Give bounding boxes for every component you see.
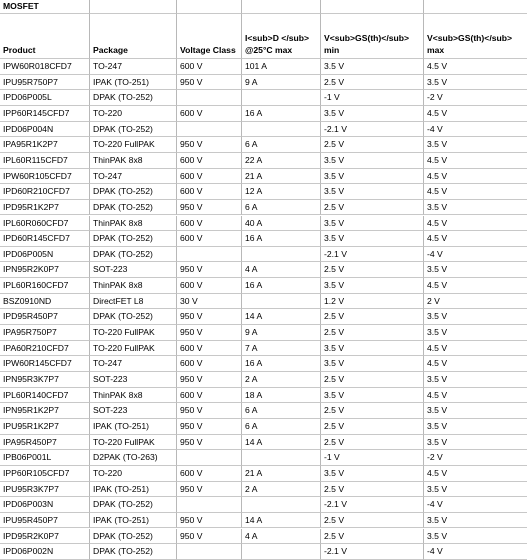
table-row [0, 294, 527, 310]
table-row [0, 466, 527, 482]
vgs-min-cell[interactable]: 2.5 V [321, 75, 424, 91]
id-cell[interactable] [242, 247, 321, 263]
vgs-max-cell[interactable]: 4.5 V [424, 388, 527, 404]
vgs-min-cell[interactable]: 3.5 V [321, 466, 424, 482]
table-row [0, 341, 527, 357]
id-cell[interactable]: 21 A [242, 169, 321, 185]
table-row [0, 247, 527, 263]
id-cell[interactable]: 2 A [242, 372, 321, 388]
product-cell[interactable]: IPD06P005N [0, 247, 90, 263]
id-cell[interactable]: 4 A [242, 262, 321, 278]
header-vgs-min[interactable] [321, 14, 424, 59]
voltage-class-cell[interactable]: 950 V [177, 309, 242, 325]
id-cell[interactable]: 16 A [242, 231, 321, 247]
package-cell[interactable]: IPAK (TO-251) [90, 419, 177, 435]
header-vgs-max-line1: V<sub>GS(th)</sub> [427, 33, 513, 43]
vgs-max-cell[interactable]: 3.5 V [424, 75, 527, 91]
id-cell[interactable]: 101 A [242, 59, 321, 75]
vgs-min-cell[interactable]: 3.5 V [321, 153, 424, 169]
package-cell[interactable]: TO-247 [90, 169, 177, 185]
vgs-min-cell[interactable]: -2.1 V [321, 247, 424, 263]
voltage-class-cell[interactable]: 600 V [177, 356, 242, 372]
vgs-min-cell[interactable]: 2.5 V [321, 137, 424, 153]
package-cell[interactable]: TO-220 FullPAK [90, 325, 177, 341]
id-cell[interactable]: 9 A [242, 75, 321, 91]
voltage-class-cell[interactable]: 600 V [177, 231, 242, 247]
package-cell[interactable]: ThinPAK 8x8 [90, 216, 177, 232]
id-cell[interactable]: 6 A [242, 200, 321, 216]
package-cell[interactable]: SOT-223 [90, 372, 177, 388]
id-cell[interactable]: 22 A [242, 153, 321, 169]
id-cell[interactable] [242, 450, 321, 466]
package-cell[interactable]: TO-247 [90, 356, 177, 372]
header-vgs-min-line2: min [324, 45, 340, 55]
product-cell[interactable]: IPU95R750P7 [0, 75, 90, 91]
id-cell[interactable] [242, 90, 321, 106]
voltage-class-cell[interactable]: 600 V [177, 388, 242, 404]
product-cell[interactable]: IPA60R210CFD7 [0, 341, 90, 357]
id-cell[interactable] [242, 294, 321, 310]
id-cell[interactable]: 2 A [242, 482, 321, 498]
product-cell[interactable]: IPD60R145CFD7 [0, 231, 90, 247]
id-cell[interactable]: 9 A [242, 325, 321, 341]
vgs-max-cell[interactable]: 4.5 V [424, 153, 527, 169]
id-cell[interactable]: 14 A [242, 513, 321, 529]
vgs-min-cell[interactable]: 3.5 V [321, 169, 424, 185]
product-cell[interactable]: IPW60R018CFD7 [0, 59, 90, 75]
voltage-class-cell[interactable]: 600 V [177, 341, 242, 357]
header-package-label: Package [93, 45, 128, 55]
package-cell[interactable]: IPAK (TO-251) [90, 513, 177, 529]
product-cell[interactable]: IPL60R160CFD7 [0, 278, 90, 294]
vgs-max-cell[interactable]: 4.5 V [424, 59, 527, 75]
voltage-class-cell[interactable]: 950 V [177, 513, 242, 529]
product-cell[interactable]: IPL60R060CFD7 [0, 216, 90, 232]
package-cell[interactable]: TO-220 FullPAK [90, 341, 177, 357]
table-row [0, 356, 527, 372]
vgs-max-cell[interactable]: 3.5 V [424, 419, 527, 435]
vgs-max-cell[interactable]: 4.5 V [424, 169, 527, 185]
vgs-min-cell[interactable]: 2.5 V [321, 262, 424, 278]
voltage-class-cell[interactable]: 600 V [177, 278, 242, 294]
vgs-min-cell[interactable]: -2.1 V [321, 122, 424, 138]
vgs-min-cell[interactable]: 3.5 V [321, 216, 424, 232]
package-cell[interactable]: D2PAK (TO-263) [90, 450, 177, 466]
package-cell[interactable]: TO-220 FullPAK [90, 137, 177, 153]
vgs-min-cell[interactable]: 1.2 V [321, 294, 424, 310]
voltage-class-cell[interactable] [177, 497, 242, 513]
voltage-class-cell[interactable]: 600 V [177, 169, 242, 185]
vgs-max-cell[interactable]: 4.5 V [424, 278, 527, 294]
table-row [0, 122, 527, 138]
product-cell[interactable]: IPW60R105CFD7 [0, 169, 90, 185]
table-row [0, 544, 527, 560]
vgs-max-cell[interactable]: -2 V [424, 90, 527, 106]
package-cell[interactable]: DPAK (TO-252) [90, 529, 177, 545]
header-vgs-max-line2: max [427, 45, 445, 55]
package-cell[interactable]: TO-247 [90, 59, 177, 75]
header-voltage-class[interactable] [177, 14, 242, 59]
voltage-class-cell[interactable] [177, 450, 242, 466]
vgs-max-cell[interactable]: 3.5 V [424, 529, 527, 545]
vgs-max-cell[interactable]: 3.5 V [424, 482, 527, 498]
table-row [0, 497, 527, 513]
vgs-max-cell[interactable]: 4.5 V [424, 341, 527, 357]
product-cell[interactable]: IPD06P002N [0, 544, 90, 560]
vgs-max-cell[interactable]: 4.5 V [424, 466, 527, 482]
package-cell[interactable]: IPAK (TO-251) [90, 482, 177, 498]
voltage-class-cell[interactable]: 950 V [177, 137, 242, 153]
vgs-min-cell[interactable]: 2.5 V [321, 529, 424, 545]
header-vgs-min-line1: V<sub>GS(th)</sub> [324, 33, 410, 43]
id-cell[interactable]: 4 A [242, 529, 321, 545]
voltage-class-cell[interactable]: 600 V [177, 106, 242, 122]
id-cell[interactable]: 12 A [242, 184, 321, 200]
voltage-class-cell[interactable]: 950 V [177, 529, 242, 545]
title-row [0, 0, 527, 14]
table-row [0, 216, 527, 232]
table-row [0, 513, 527, 529]
voltage-class-cell[interactable]: 950 V [177, 75, 242, 91]
package-cell[interactable]: TO-220 [90, 466, 177, 482]
table-row [0, 403, 527, 419]
vgs-max-cell[interactable]: 4.5 V [424, 356, 527, 372]
product-cell[interactable]: IPB06P001L [0, 450, 90, 466]
product-cell[interactable]: IPA95R450P7 [0, 435, 90, 451]
id-cell[interactable]: 14 A [242, 435, 321, 451]
package-cell[interactable]: SOT-223 [90, 403, 177, 419]
vgs-max-cell[interactable]: 3.5 V [424, 262, 527, 278]
header-product-label: Product [3, 45, 36, 55]
empty-cell[interactable] [424, 0, 527, 14]
voltage-class-cell[interactable]: 950 V [177, 419, 242, 435]
header-product[interactable] [0, 14, 90, 59]
id-cell[interactable]: 7 A [242, 341, 321, 357]
voltage-class-cell[interactable] [177, 90, 242, 106]
vgs-max-cell[interactable]: 3.5 V [424, 403, 527, 419]
vgs-min-cell[interactable]: 2.5 V [321, 513, 424, 529]
empty-cell[interactable] [90, 0, 177, 14]
id-cell[interactable]: 16 A [242, 356, 321, 372]
voltage-class-cell[interactable]: 950 V [177, 200, 242, 216]
package-cell[interactable]: DPAK (TO-252) [90, 247, 177, 263]
voltage-class-cell[interactable]: 600 V [177, 184, 242, 200]
vgs-min-cell[interactable]: -1 V [321, 90, 424, 106]
package-cell[interactable]: IPAK (TO-251) [90, 75, 177, 91]
vgs-max-cell[interactable]: -4 V [424, 247, 527, 263]
product-cell[interactable]: IPD06P003N [0, 497, 90, 513]
table-row [0, 200, 527, 216]
vgs-min-cell[interactable]: 2.5 V [321, 403, 424, 419]
package-cell[interactable]: DPAK (TO-252) [90, 497, 177, 513]
voltage-class-cell[interactable]: 600 V [177, 153, 242, 169]
table-row [0, 231, 527, 247]
vgs-max-cell[interactable]: 3.5 V [424, 325, 527, 341]
voltage-class-cell[interactable]: 600 V [177, 216, 242, 232]
id-cell[interactable]: 16 A [242, 278, 321, 294]
package-cell[interactable]: ThinPAK 8x8 [90, 278, 177, 294]
vgs-max-cell[interactable]: 3.5 V [424, 372, 527, 388]
id-cell[interactable] [242, 497, 321, 513]
vgs-min-cell[interactable]: 3.5 V [321, 278, 424, 294]
table-row [0, 90, 527, 106]
empty-cell[interactable] [242, 0, 321, 14]
table-row [0, 106, 527, 122]
vgs-min-cell[interactable]: 2.5 V [321, 435, 424, 451]
id-cell[interactable] [242, 544, 321, 560]
vgs-max-cell[interactable]: 4.5 V [424, 106, 527, 122]
header-id[interactable] [242, 14, 321, 59]
voltage-class-cell[interactable]: 950 V [177, 262, 242, 278]
table-row [0, 137, 527, 153]
voltage-class-cell[interactable] [177, 544, 242, 560]
product-cell[interactable]: IPL60R115CFD7 [0, 153, 90, 169]
voltage-class-cell[interactable]: 600 V [177, 59, 242, 75]
empty-cell[interactable] [321, 0, 424, 14]
id-cell[interactable]: 6 A [242, 403, 321, 419]
vgs-min-cell[interactable]: 3.5 V [321, 388, 424, 404]
product-cell[interactable]: IPD06P004N [0, 122, 90, 138]
table-row [0, 169, 527, 185]
product-cell[interactable]: IPD95R2K0P7 [0, 529, 90, 545]
vgs-max-cell[interactable]: 4.5 V [424, 216, 527, 232]
voltage-class-cell[interactable]: 600 V [177, 466, 242, 482]
table-row [0, 388, 527, 404]
product-cell[interactable]: IPU95R450P7 [0, 513, 90, 529]
vgs-max-cell[interactable]: 4.5 V [424, 231, 527, 247]
voltage-class-cell[interactable] [177, 247, 242, 263]
vgs-max-cell[interactable]: -4 V [424, 497, 527, 513]
id-cell[interactable] [242, 122, 321, 138]
empty-cell[interactable] [177, 0, 242, 14]
product-cell[interactable]: IPU95R3K7P7 [0, 482, 90, 498]
vgs-min-cell[interactable]: 2.5 V [321, 419, 424, 435]
voltage-class-cell[interactable]: 950 V [177, 403, 242, 419]
vgs-max-cell[interactable]: 3.5 V [424, 435, 527, 451]
sheet-title-cell[interactable]: MOSFET [0, 0, 90, 14]
table-row [0, 529, 527, 545]
product-cell[interactable]: IPN95R1K2P7 [0, 403, 90, 419]
vgs-max-cell[interactable]: 3.5 V [424, 513, 527, 529]
product-cell[interactable]: IPP60R105CFD7 [0, 466, 90, 482]
voltage-class-cell[interactable]: 950 V [177, 435, 242, 451]
package-cell[interactable]: DPAK (TO-252) [90, 184, 177, 200]
vgs-max-cell[interactable]: 2 V [424, 294, 527, 310]
package-cell[interactable]: SOT-223 [90, 262, 177, 278]
product-cell[interactable]: IPL60R140CFD7 [0, 388, 90, 404]
package-cell[interactable]: DPAK (TO-252) [90, 231, 177, 247]
vgs-max-cell[interactable]: 4.5 V [424, 184, 527, 200]
package-cell[interactable]: DPAK (TO-252) [90, 90, 177, 106]
vgs-min-cell[interactable]: 2.5 V [321, 309, 424, 325]
package-cell[interactable]: ThinPAK 8x8 [90, 153, 177, 169]
product-cell[interactable]: IPA95R1K2P7 [0, 137, 90, 153]
vgs-min-cell[interactable]: 2.5 V [321, 482, 424, 498]
vgs-min-cell[interactable]: 3.5 V [321, 106, 424, 122]
id-cell[interactable]: 16 A [242, 106, 321, 122]
table-row [0, 309, 527, 325]
product-cell[interactable]: IPN95R2K0P7 [0, 262, 90, 278]
product-cell[interactable]: IPN95R3K7P7 [0, 372, 90, 388]
header-row [0, 14, 527, 59]
vgs-min-cell[interactable]: 3.5 V [321, 59, 424, 75]
package-cell[interactable]: DPAK (TO-252) [90, 200, 177, 216]
table-row [0, 75, 527, 91]
table-row [0, 419, 527, 435]
table-row [0, 435, 527, 451]
voltage-class-cell[interactable] [177, 122, 242, 138]
id-cell[interactable]: 6 A [242, 419, 321, 435]
table-row [0, 262, 527, 278]
table-row [0, 482, 527, 498]
id-cell[interactable]: 40 A [242, 216, 321, 232]
vgs-min-cell[interactable]: 3.5 V [321, 184, 424, 200]
vgs-max-cell[interactable]: -4 V [424, 122, 527, 138]
table-row [0, 372, 527, 388]
product-cell[interactable]: IPD06P005L [0, 90, 90, 106]
header-vgs-max[interactable] [424, 14, 527, 59]
package-cell[interactable]: DPAK (TO-252) [90, 122, 177, 138]
product-cell[interactable]: IPP60R145CFD7 [0, 106, 90, 122]
vgs-max-cell[interactable]: 3.5 V [424, 137, 527, 153]
product-cell[interactable]: IPD95R450P7 [0, 309, 90, 325]
table-row [0, 153, 527, 169]
product-cell[interactable]: IPU95R1K2P7 [0, 419, 90, 435]
vgs-min-cell[interactable]: -2.1 V [321, 544, 424, 560]
product-cell[interactable]: IPD60R210CFD7 [0, 184, 90, 200]
vgs-min-cell[interactable]: 2.5 V [321, 200, 424, 216]
table-row [0, 59, 527, 75]
table-row [0, 278, 527, 294]
vgs-min-cell[interactable]: 3.5 V [321, 341, 424, 357]
vgs-min-cell[interactable]: -2.1 V [321, 497, 424, 513]
id-cell[interactable]: 21 A [242, 466, 321, 482]
header-id-line1: I<sub>D </sub> [245, 33, 309, 43]
vgs-min-cell[interactable]: -1 V [321, 450, 424, 466]
package-cell[interactable]: DPAK (TO-252) [90, 309, 177, 325]
id-cell[interactable]: 6 A [242, 137, 321, 153]
product-cell[interactable]: BSZ0910ND [0, 294, 90, 310]
product-cell[interactable]: IPD95R1K2P7 [0, 200, 90, 216]
vgs-max-cell[interactable]: 3.5 V [424, 309, 527, 325]
header-voltage-class-label: Voltage Class [180, 45, 236, 55]
vgs-min-cell[interactable]: 2.5 V [321, 372, 424, 388]
package-cell[interactable]: TO-220 FullPAK [90, 435, 177, 451]
header-package[interactable] [90, 14, 177, 59]
table-row [0, 325, 527, 341]
package-cell[interactable]: DirectFET L8 [90, 294, 177, 310]
table-row [0, 184, 527, 200]
package-cell[interactable]: TO-220 [90, 106, 177, 122]
product-cell[interactable]: IPW60R145CFD7 [0, 356, 90, 372]
table-row [0, 450, 527, 466]
id-cell[interactable]: 14 A [242, 309, 321, 325]
voltage-class-cell[interactable]: 950 V [177, 372, 242, 388]
header-id-line2: @25°C max [245, 45, 293, 55]
product-cell[interactable]: IPA95R750P7 [0, 325, 90, 341]
vgs-min-cell[interactable]: 2.5 V [321, 325, 424, 341]
vgs-max-cell[interactable]: -2 V [424, 450, 527, 466]
id-cell[interactable]: 18 A [242, 388, 321, 404]
vgs-max-cell[interactable]: -4 V [424, 544, 527, 560]
package-cell[interactable]: ThinPAK 8x8 [90, 388, 177, 404]
package-cell[interactable]: DPAK (TO-252) [90, 544, 177, 560]
vgs-max-cell[interactable]: 3.5 V [424, 200, 527, 216]
vgs-min-cell[interactable]: 3.5 V [321, 356, 424, 372]
voltage-class-cell[interactable]: 950 V [177, 325, 242, 341]
vgs-min-cell[interactable]: 3.5 V [321, 231, 424, 247]
voltage-class-cell[interactable]: 30 V [177, 294, 242, 310]
voltage-class-cell[interactable]: 950 V [177, 482, 242, 498]
